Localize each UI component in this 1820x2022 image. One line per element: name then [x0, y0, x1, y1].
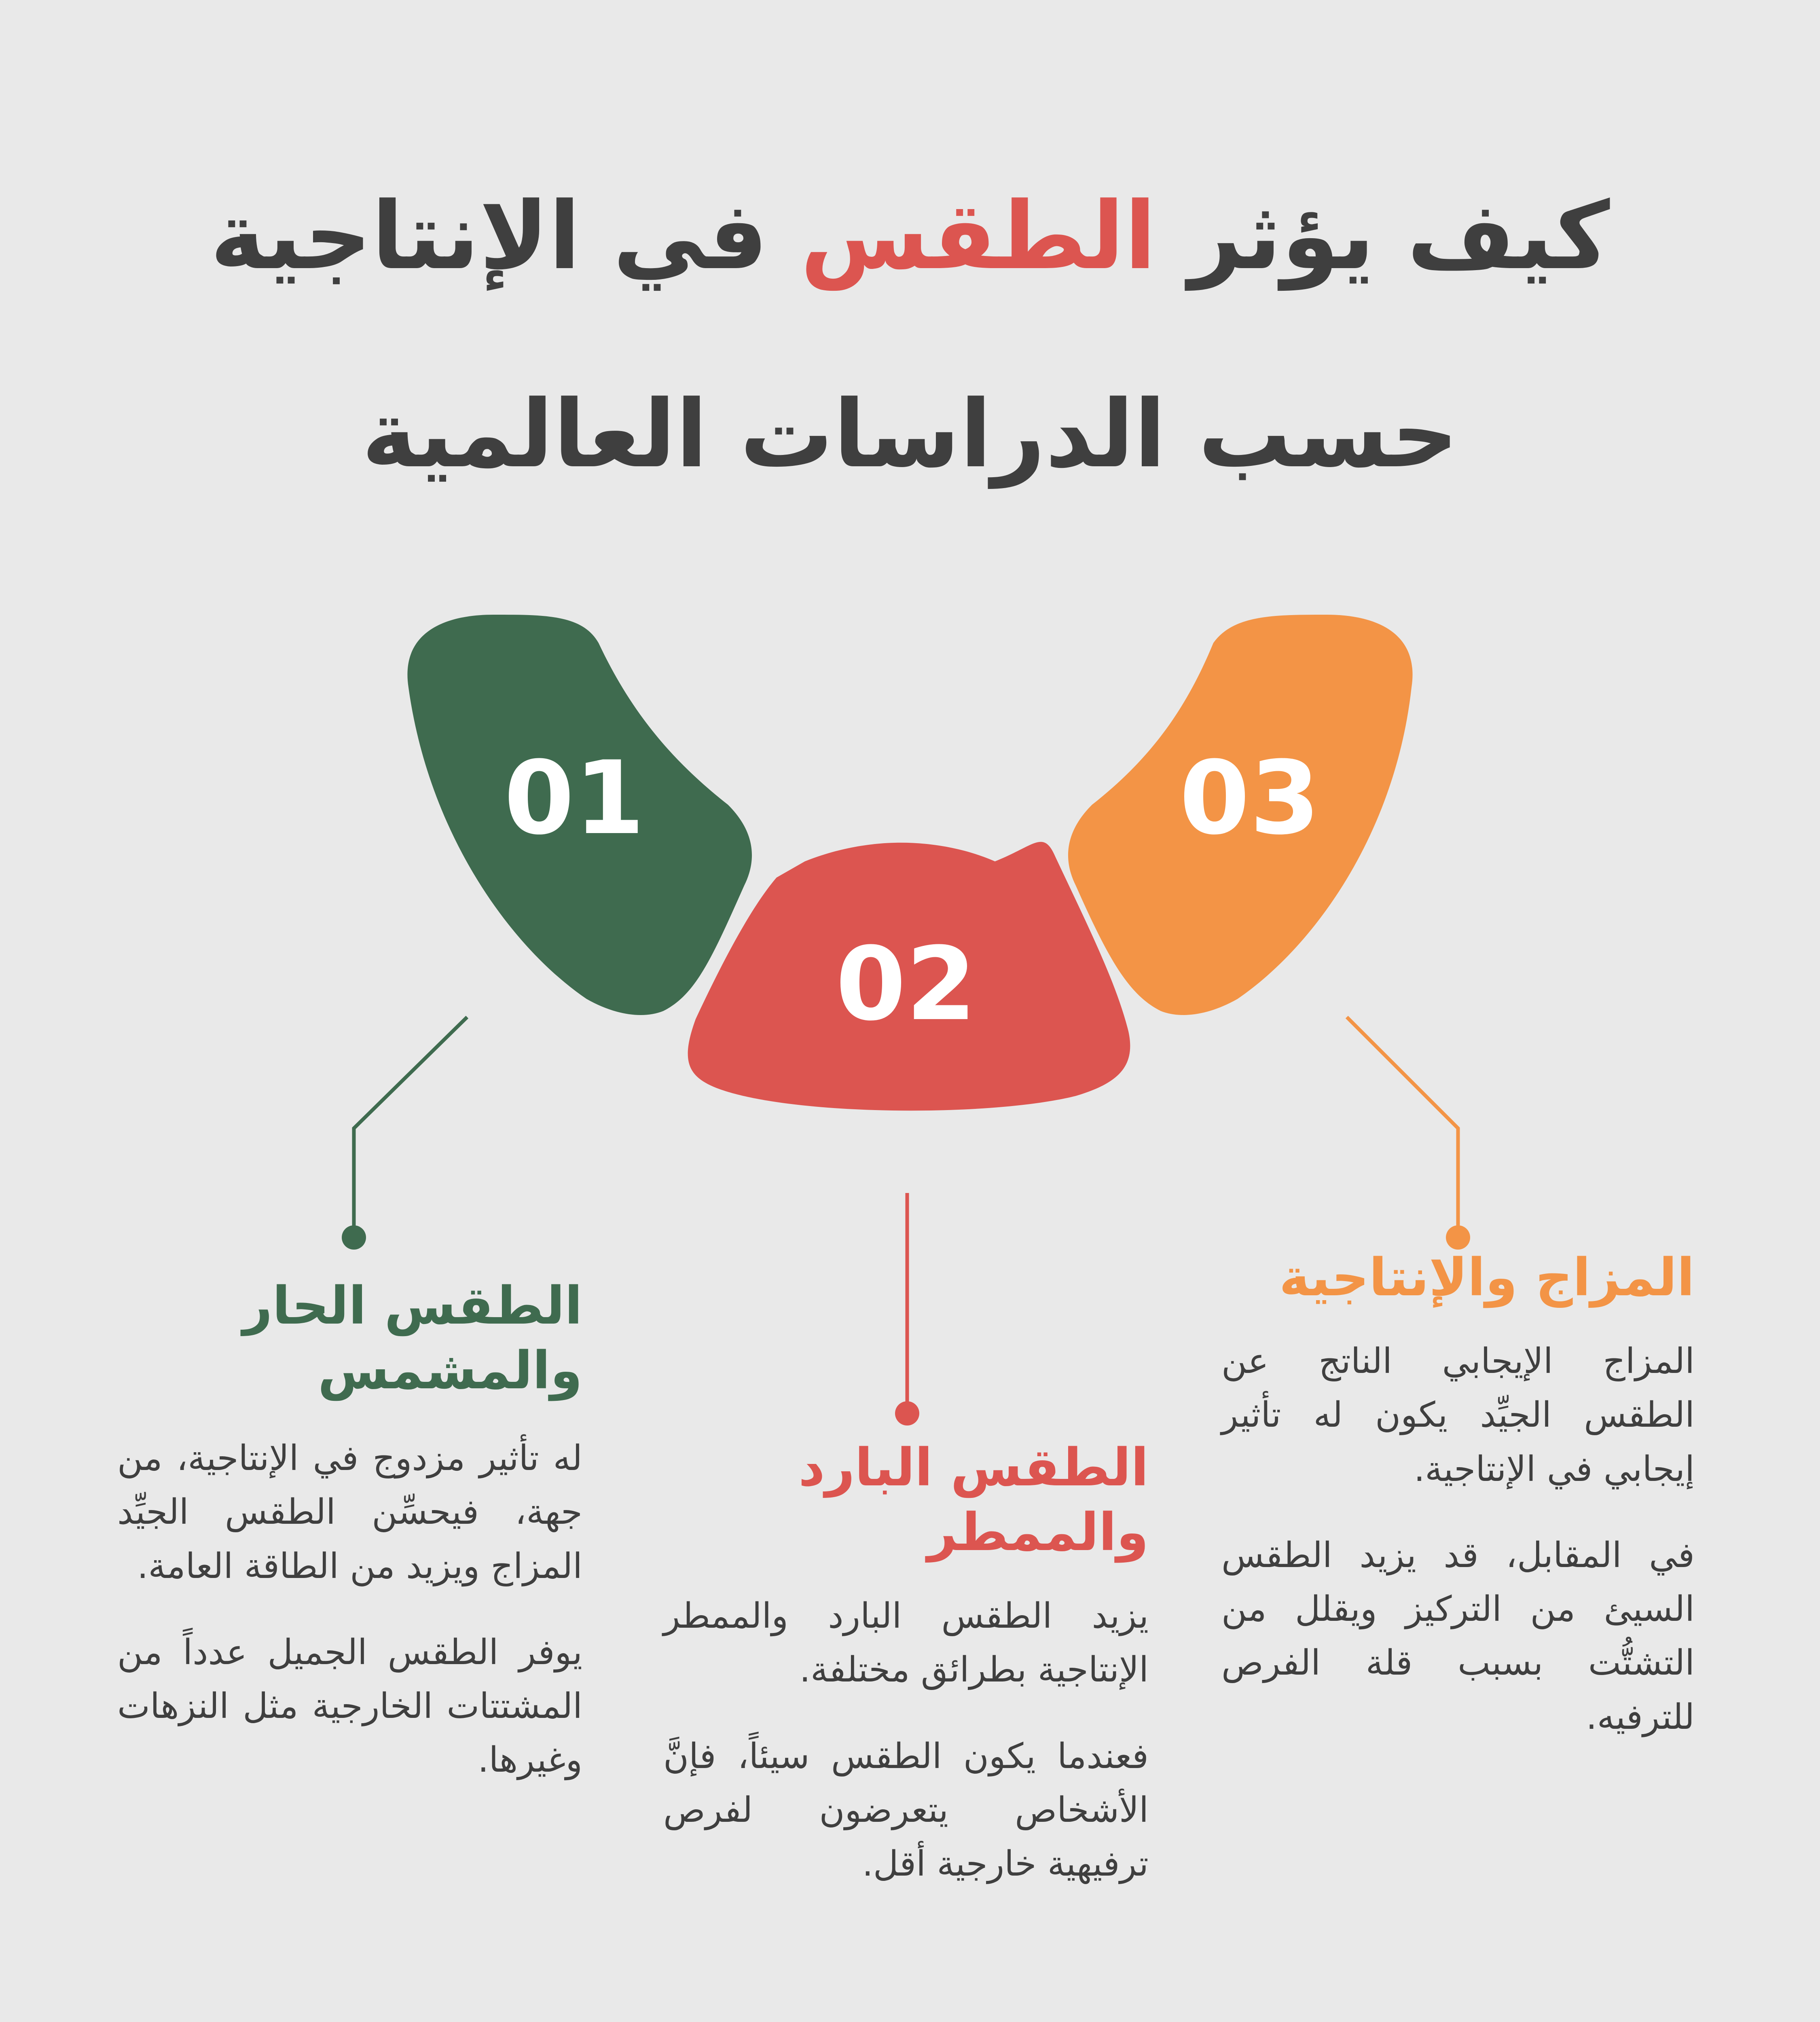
column-1-paragraph-2: يوفر الطقس الجميل عدداً من المشتتات الخارجية مثل النزهات وغيرها.: [117, 1632, 582, 1781]
segment-03-number: 03: [1179, 739, 1320, 857]
column-2-paragraph-2: فعندما يكون الطقس سيئاً، فإنَّ الأشخاص يتعرضون لفرص ترفيهية خارجية أقل.: [663, 1736, 1149, 1885]
column-1-heading: الطقس الحار والمشمس: [242, 1276, 582, 1401]
column-1-paragraph-1: له تأثير مزدوج في الإنتاجية، من جهة، فيحسِّن الطقس الجيِّد المزاج ويزيد من الطاقة العامة.: [117, 1438, 582, 1586]
connector-01-line: [354, 1017, 467, 1237]
segment-02-number: 02: [836, 925, 976, 1043]
title-pre: كيف يؤثر: [1188, 182, 1610, 290]
column-2-heading: الطقس البارد والممطر: [798, 1438, 1149, 1563]
title-post: في الإنتاجية: [210, 182, 768, 290]
column-3-paragraph-1: المزاج الإيجابي الناتج عن الطقس الجيِّد يكون له تأثير إيجابي في الإنتاجية.: [1221, 1341, 1695, 1489]
connector-02-dot: [895, 1401, 919, 1426]
title-highlight: الطقس: [800, 182, 1156, 290]
column-2-paragraph-1: يزيد الطقس البارد والممطر الإنتاجية بطرائق مختلفة.: [663, 1596, 1149, 1690]
column-3-heading: المزاج والإنتاجية: [1279, 1248, 1695, 1308]
column-hot-sunny: [117, 1274, 582, 1787]
connector-01-dot: [342, 1225, 366, 1250]
column-3-paragraph-2: في المقابل، قد يزيد الطقس السيئ من التركيز ويقلل من التشتُّت بسبب قلة الفرص للترفيه.: [1221, 1535, 1695, 1737]
column-cold-rainy: [663, 1436, 1149, 1891]
page-title-line-2: حسب الدراسات العالمية: [362, 381, 1458, 489]
column-mood-productivity: [1221, 1246, 1695, 1744]
segment-01-number: 01: [504, 739, 645, 857]
connector-03-line: [1347, 1017, 1458, 1237]
